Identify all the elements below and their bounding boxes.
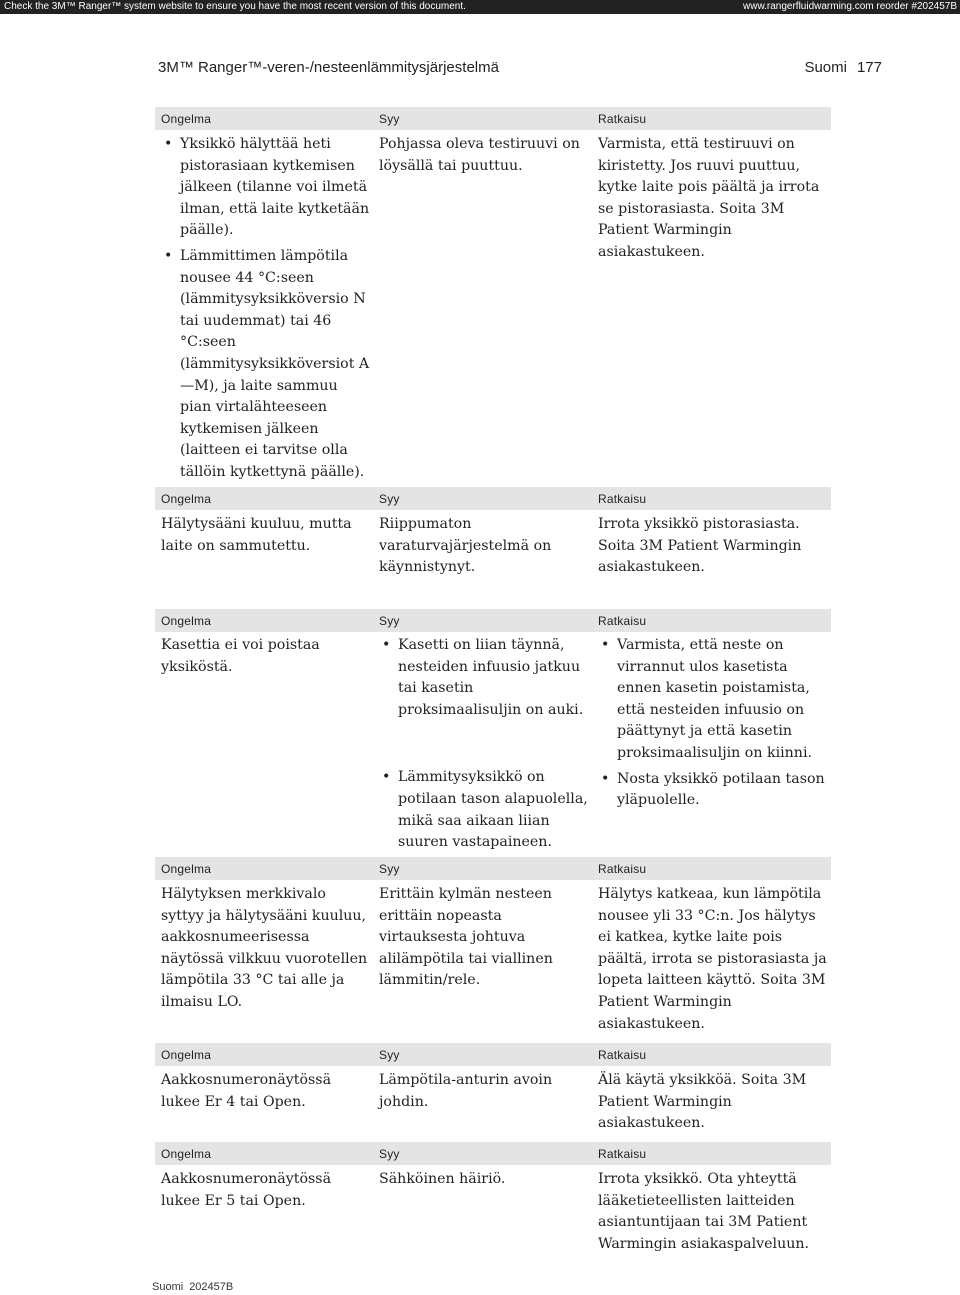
column-header-cause: Syy bbox=[379, 492, 400, 506]
solution-text: Irrota yksikkö pistorasiasta. Soita 3M Patient Warmingin asiakastukeen. bbox=[598, 516, 802, 576]
problem-cell bbox=[161, 514, 373, 557]
column-header-cause: Syy bbox=[379, 614, 400, 628]
column-header-solution: Ratkaisu bbox=[598, 1048, 647, 1062]
column-header-cause: Syy bbox=[379, 112, 400, 126]
solution-cell bbox=[598, 1070, 830, 1135]
problem-bullet: • Lämmittimen lämpötila nousee 44 °C:seen (lämmitysyksikköversio N tai uudemmat) tai 46 °C:seen (lämmitysyksikköversiot A—M), ja laite sammuu pian virtalähteeseen kytkemisen jälkeen (laitteen ei tarvitse olla tällöin kytkettynä päälle). bbox=[161, 246, 373, 484]
cause-text: Pohjassa oleva testiruuvi on löysällä tai puuttuu. bbox=[379, 136, 580, 174]
top-banner bbox=[0, 0, 960, 14]
page-footer bbox=[152, 1281, 233, 1294]
cause-cell bbox=[379, 635, 591, 854]
table-header bbox=[155, 1142, 831, 1165]
cause-cell bbox=[379, 514, 591, 579]
column-header-cause: Syy bbox=[379, 1147, 400, 1161]
cause-text: Lämpötila-anturin avoin johdin. bbox=[379, 1072, 553, 1110]
solution-text: Hälytys katkeaa, kun lämpötila nousee yli 33 °C:n. Jos hälytys ei katkea, kytke laite pois päältä, irrota se pistorasiasta ja lopeta laitteen käyttö. Soita 3M Patient Warmingin asiakastukeen. bbox=[598, 886, 827, 1032]
cause-cell bbox=[379, 1169, 591, 1191]
solution-bullet: • Nosta yksikkö potilaan tason yläpuolelle. bbox=[598, 769, 830, 812]
cause-bullet: • Lämmitysyksikkö on potilaan tason alapuolella, mikä saa aikaan liian suuren vastapaineen. bbox=[379, 767, 591, 853]
column-header-solution: Ratkaisu bbox=[598, 1147, 647, 1161]
column-header-cause: Syy bbox=[379, 862, 400, 876]
column-header-solution: Ratkaisu bbox=[598, 862, 647, 876]
cause-bullet: • Kasetti on liian täynnä, nesteiden infuusio jatkuu tai kasetin proksimaalisuljin on auki. bbox=[379, 635, 591, 721]
document-title: 3M™ Ranger™-veren-/nesteenlämmitysjärjestelmä bbox=[158, 59, 499, 76]
problem-cell bbox=[161, 134, 373, 484]
solution-text: Varmista, että testiruuvi on kiristetty. Jos ruuvi puuttuu, kytke laite pois päältä ja irrota se pistorasiasta. Soita 3M Patient Warmingin asiakastukeen. bbox=[598, 136, 820, 260]
column-header-solution: Ratkaisu bbox=[598, 614, 647, 628]
table-header bbox=[155, 609, 831, 632]
cause-cell bbox=[379, 134, 591, 177]
solution-cell bbox=[598, 134, 830, 264]
column-header-problem: Ongelma bbox=[161, 492, 212, 506]
problem-cell bbox=[161, 1169, 373, 1212]
problem-text: Hälytysääni kuuluu, mutta laite on sammutettu. bbox=[161, 516, 352, 554]
solution-cell bbox=[598, 514, 830, 579]
solution-cell bbox=[598, 884, 830, 1035]
problem-cell bbox=[161, 884, 373, 1014]
cause-cell bbox=[379, 884, 591, 992]
table-header bbox=[155, 107, 831, 130]
solution-text: Älä käytä yksikköä. Soita 3M Patient Warmingin asiakastukeen. bbox=[598, 1072, 807, 1132]
solution-text: Irrota yksikkö. Ota yhteyttä lääketieteellisten laitteiden asiantuntijaan tai 3M Patient Warmingin asiakaspalveluun. bbox=[598, 1171, 810, 1252]
footer-code: 202457B bbox=[189, 1281, 234, 1293]
page-language: Suomi bbox=[804, 59, 847, 76]
cause-cell bbox=[379, 1070, 591, 1113]
column-header-solution: Ratkaisu bbox=[598, 112, 647, 126]
column-header-problem: Ongelma bbox=[161, 862, 212, 876]
page-number: 177 bbox=[856, 59, 882, 76]
solution-cell bbox=[598, 635, 830, 812]
footer-language: Suomi bbox=[152, 1281, 184, 1293]
column-header-cause: Syy bbox=[379, 1048, 400, 1062]
column-header-problem: Ongelma bbox=[161, 614, 212, 628]
cause-text: Sähköinen häiriö. bbox=[379, 1171, 506, 1187]
top-banner-url[interactable]: www.rangerfluidwarming.com reorder #202457B bbox=[743, 1, 957, 12]
column-header-problem: Ongelma bbox=[161, 1048, 212, 1062]
problem-cell bbox=[161, 1070, 373, 1113]
problem-text: Kasettia ei voi poistaa yksiköstä. bbox=[161, 637, 320, 675]
problem-cell bbox=[161, 635, 373, 678]
cause-text: Riippumaton varaturvajärjestelmä on käynnistynyt. bbox=[379, 516, 552, 576]
column-header-solution: Ratkaisu bbox=[598, 492, 647, 506]
problem-text: Aakkosnumeronäytössä lukee Er 4 tai Open. bbox=[161, 1072, 332, 1110]
table-header bbox=[155, 857, 831, 880]
column-header-problem: Ongelma bbox=[161, 1147, 212, 1161]
solution-bullet: • Varmista, että neste on virrannut ulos kasetista ennen kasetin poistamista, että nesteiden infuusio on päättynyt ja että kasetin proksimaalisuljin on kiinni. bbox=[598, 635, 830, 765]
column-header-problem: Ongelma bbox=[161, 112, 212, 126]
table-header bbox=[155, 1043, 831, 1066]
problem-bullet: • Yksikkö hälyttää heti pistorasiaan kytkemisen jälkeen (tilanne voi ilmetä ilman, että laite kytketään päälle). bbox=[161, 134, 373, 242]
solution-cell bbox=[598, 1169, 830, 1255]
page-meta bbox=[804, 58, 882, 78]
cause-text: Erittäin kylmän nesteen erittäin nopeasta virtauksesta johtuva alilämpötila tai viallinen lämmitin/rele. bbox=[379, 886, 553, 989]
top-banner-notice: Check the 3M™ Ranger™ system website to ensure you have the most recent version of this document. bbox=[4, 1, 466, 12]
problem-text: Aakkosnumeronäytössä lukee Er 5 tai Open. bbox=[161, 1171, 332, 1209]
table-header bbox=[155, 487, 831, 510]
problem-text: Hälytyksen merkkivalo syttyy ja hälytysääni kuuluu, aakkosnumeerisessa näytössä vilkkuu vuorotellen lämpötila 33 °C tai alle ja ilmaisu LO. bbox=[161, 886, 368, 1010]
